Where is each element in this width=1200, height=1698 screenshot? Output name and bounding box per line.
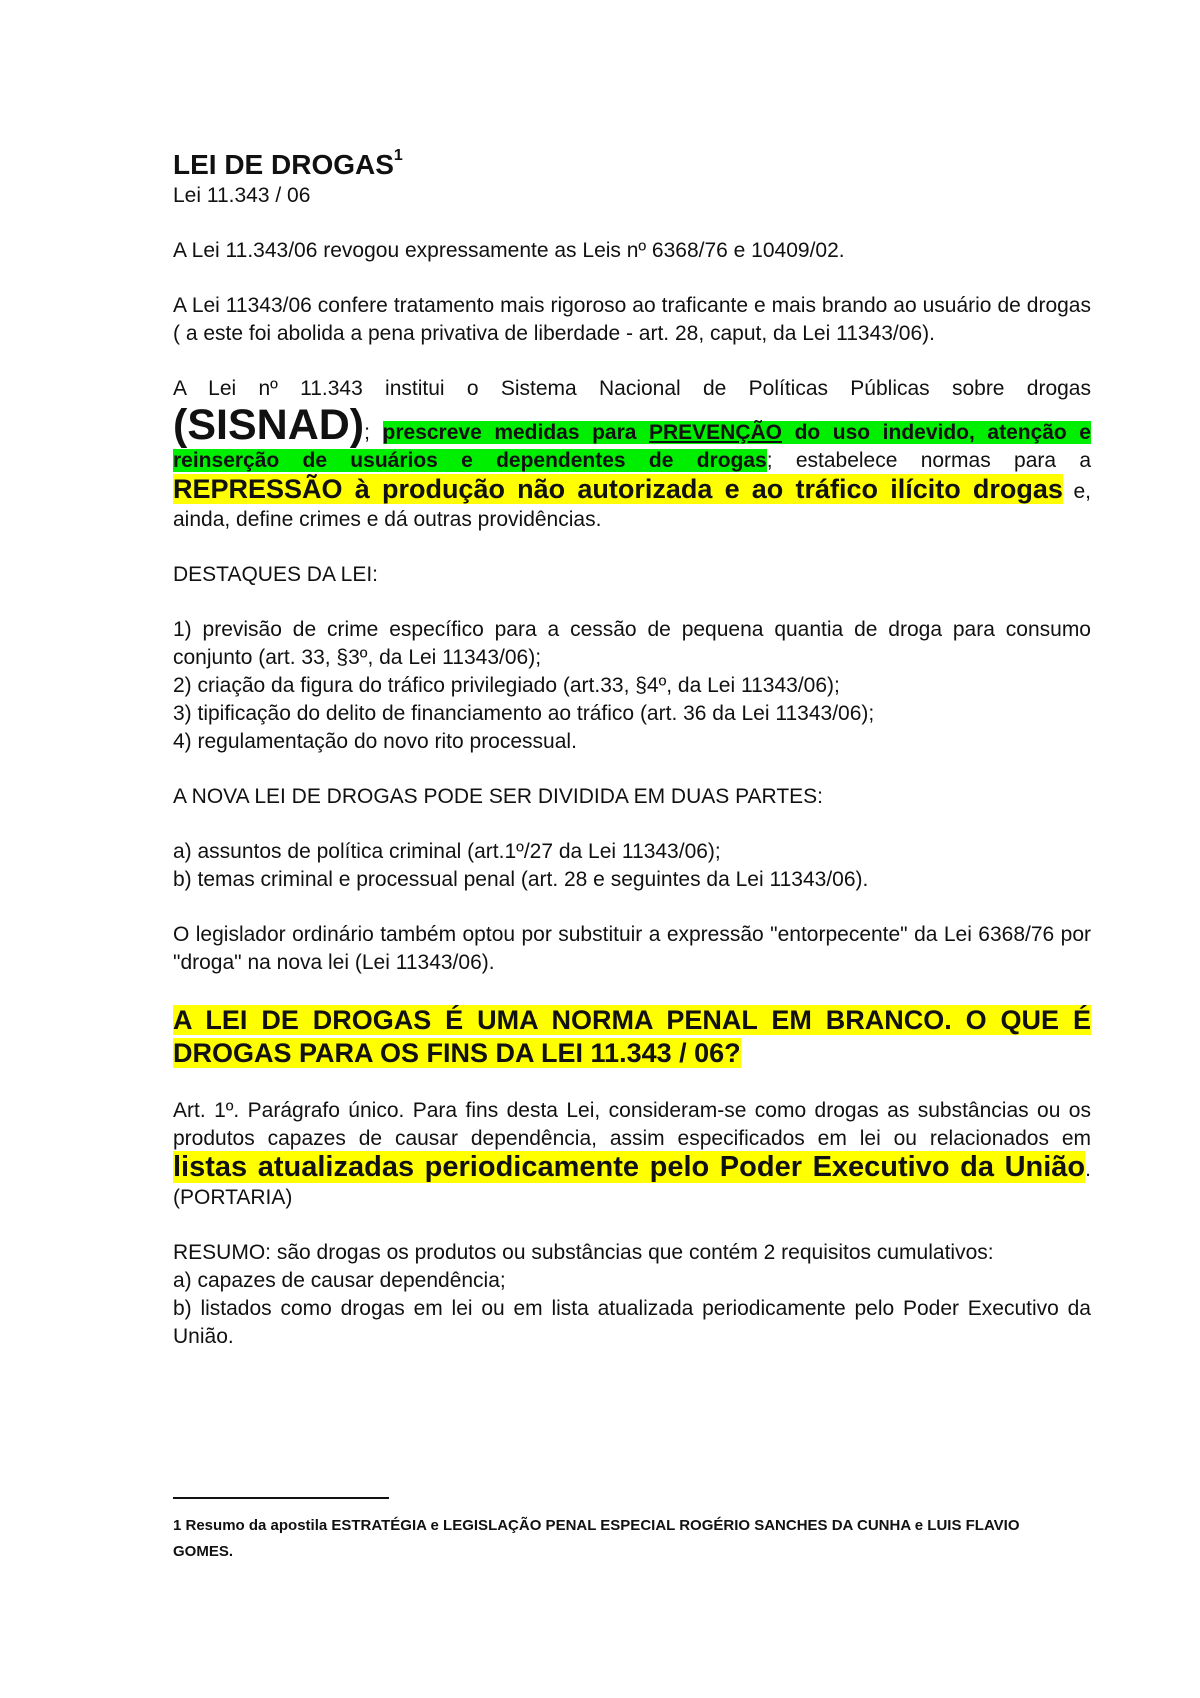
- resumo-item: b) listados como drogas em lei ou em lista atualizada periodicamente pelo Poder Executivo da União.: [173, 1297, 1091, 1348]
- paragraph-treatment: A Lei 11343/06 confere tratamento mais rigoroso ao traficante e mais brando ao usuário de drogas ( a este foi abolida a pena privativa de liberdade - art. 28, caput, da Lei 11343/06).: [173, 294, 1091, 345]
- destaque-item: 2) criação da figura do tráfico privilegiado (art.33, §4º, da Lei 11343/06);: [173, 674, 840, 697]
- subtitle: Lei 11.343 / 06: [173, 184, 311, 207]
- destaque-item: 3) tipificação do delito de financiamento ao tráfico (art. 36 da Lei 11343/06);: [173, 702, 875, 725]
- sisnad-acronym: SISNAD: [187, 401, 350, 449]
- footnote: 1 Resumo da apostila ESTRATÉGIA e LEGISLAÇÃO PENAL ESPECIAL ROGÉRIO SANCHES DA CUNHA e LUIS FLAVIO GOMES.: [173, 1517, 1020, 1560]
- resumo-item: a) capazes de causar dependência;: [173, 1269, 506, 1292]
- footnote-ref[interactable]: 1: [393, 147, 403, 164]
- prevention-highlight-a: prescreve medidas para: [382, 421, 649, 444]
- sisnad-close-paren: ): [349, 401, 365, 449]
- lists-highlight: listas atualizadas periodicamente pelo Poder Executivo da União: [173, 1151, 1086, 1183]
- parte-item: a) assuntos de política criminal (art.1º/27 da Lei 11343/06);: [173, 840, 721, 863]
- sisnad-middle: ; estabelece normas para a: [766, 449, 1092, 472]
- parte-item: b) temas criminal e processual penal (art. 28 e seguintes da Lei 11343/06).: [173, 868, 869, 891]
- heading-norma-text: A LEI DE DROGAS É UMA NORMA PENAL EM BRANCO. O QUE É DROGAS PARA OS FINS DA LEI 11.343 / 06?: [173, 1005, 1091, 1068]
- document-title: [173, 148, 1091, 182]
- resumo-intro: RESUMO: são drogas os produtos ou substâncias que contém 2 requisitos cumulativos:: [173, 1241, 994, 1264]
- title-text: LEI DE DROGAS: [173, 149, 394, 180]
- destaque-item: 1) previsão de crime específico para a cessão de pequena quantia de droga para consumo conjunto (art. 33, §3º, da Lei 11343/06);: [173, 618, 1091, 669]
- sisnad-intro: A Lei nº 11.343 institui o Sistema Nacional de Políticas Públicas sobre drogas: [173, 377, 1091, 400]
- sisnad-open-paren: (: [173, 401, 188, 449]
- section-heading: [173, 1004, 1091, 1070]
- prevention-highlight-b: do uso indevido, atenção e reinserção de usuários e dependentes de drogas: [173, 421, 1091, 472]
- paragraph-revoked: A Lei 11.343/06 revogou expressamente as Leis nº 6368/76 e 10409/02.: [173, 239, 845, 262]
- paragraph-legislador: O legislador ordinário também optou por substituir a expressão "entorpecente" da Lei 6368/76 por "droga" na nova lei (Lei 11343/06).: [173, 923, 1091, 974]
- partes-title: A NOVA LEI DE DROGAS PODE SER DIVIDIDA EM DUAS PARTES:: [173, 785, 824, 808]
- art1-text: Art. 1º. Parágrafo único. Para fins desta Lei, consideram-se como drogas as substâncias ou os produtos capazes de causar dependência, assim especificados em lei ou relacionados em: [173, 1099, 1091, 1150]
- art1-end: . (PORTARIA): [173, 1158, 1091, 1209]
- paragraph-sisnad: [173, 375, 1091, 534]
- prevention-keyword: PREVENÇÃO: [648, 421, 783, 444]
- sisnad-end: e, ainda, define crimes e dá outras providências.: [173, 480, 1091, 531]
- paragraph-art1: [173, 1097, 1091, 1212]
- document-page: [173, 140, 1091, 1351]
- destaques-title: DESTAQUES DA LEI:: [173, 563, 379, 586]
- footnote-separator: [173, 1497, 389, 1499]
- repression-highlight: REPRESSÃO à produção não autorizada e ao tráfico ilícito drogas: [173, 474, 1063, 504]
- sisnad-semicolon: ;: [364, 421, 383, 444]
- destaque-item: 4) regulamentação do novo rito processual.: [173, 730, 577, 753]
